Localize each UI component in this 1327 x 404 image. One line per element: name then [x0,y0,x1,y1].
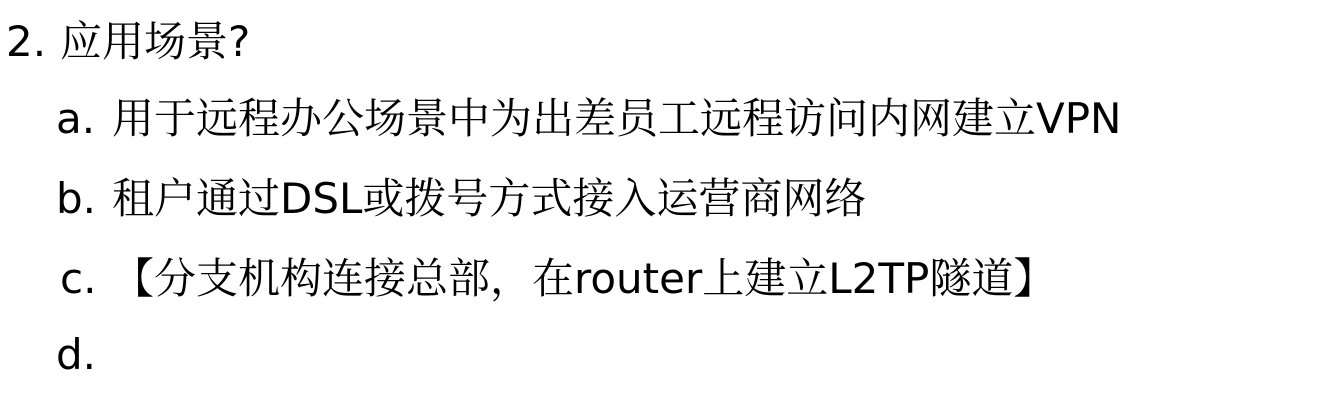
list-item-c [56,251,1055,307]
list-item-a [56,91,1121,147]
list-item-marker: c. [60,254,97,303]
heading-number: 2. [6,17,47,66]
list-item-d [56,327,112,383]
list-item-marker: b. [56,174,97,223]
heading-text: 应用场景? [60,17,251,66]
list-item-text: 用于远程办公场景中为出差员工远程访问内网建立VPN [112,94,1122,143]
section-heading [6,14,250,70]
list-item-marker: d. [56,330,97,379]
list-item-text: 租户通过DSL或拨号方式接入运营商网络 [112,174,867,223]
list-item-marker: a. [56,94,96,143]
list-item-b [56,171,866,227]
list-item-text: 【分支机构连接总部，在router上建立L2TP隧道】 [112,254,1056,303]
